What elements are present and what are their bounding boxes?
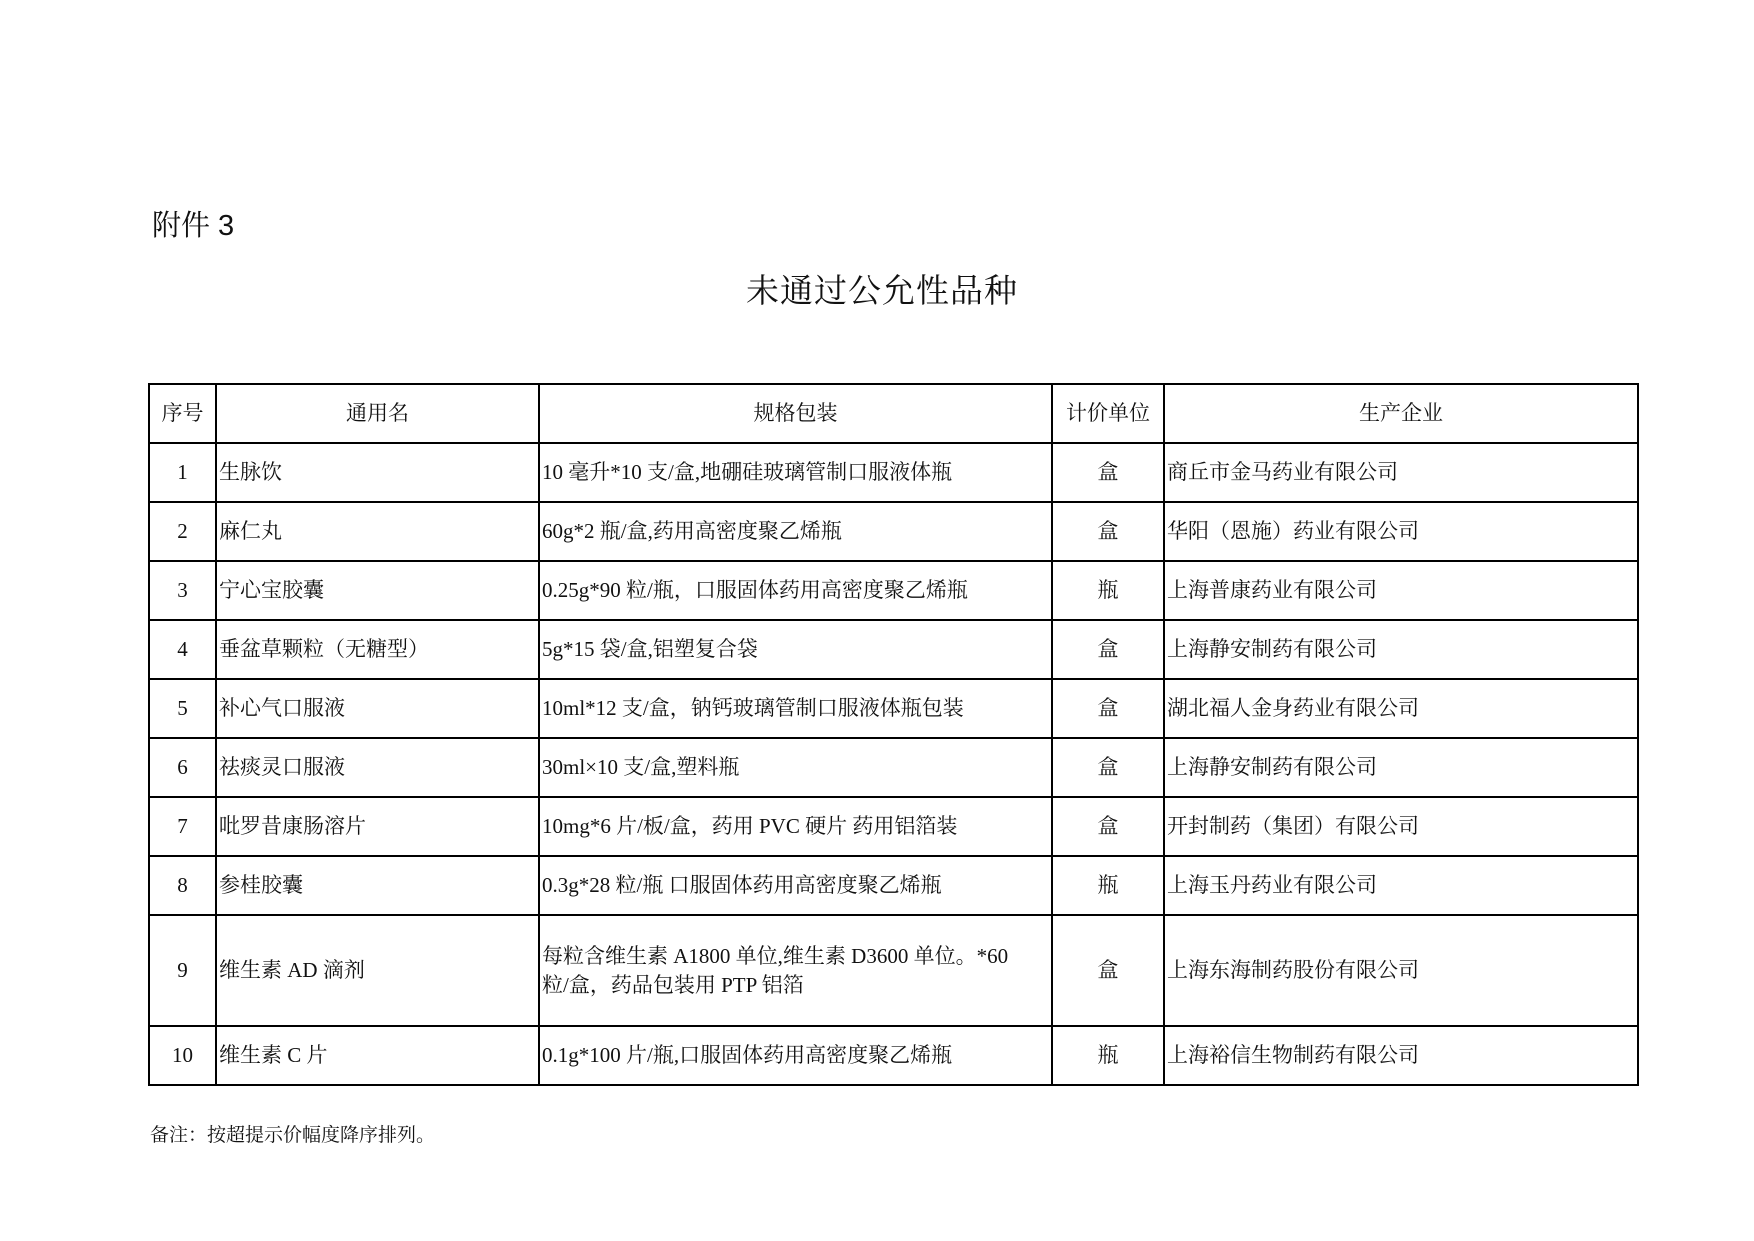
cell-unit: 盒 bbox=[1052, 797, 1164, 856]
cell-spec: 10mg*6 片/板/盒，药用 PVC 硬片 药用铝箔装 bbox=[539, 797, 1052, 856]
cell-maker: 上海玉丹药业有限公司 bbox=[1164, 856, 1638, 915]
table-row bbox=[149, 561, 1638, 620]
header-spec: 规格包装 bbox=[539, 384, 1052, 443]
table-row bbox=[149, 797, 1638, 856]
cell-maker: 开封制药（集团）有限公司 bbox=[1164, 797, 1638, 856]
cell-unit: 盒 bbox=[1052, 738, 1164, 797]
cell-spec: 60g*2 瓶/盒,药用高密度聚乙烯瓶 bbox=[539, 502, 1052, 561]
cell-spec: 30ml×10 支/盒,塑料瓶 bbox=[539, 738, 1052, 797]
cell-name: 生脉饮 bbox=[216, 443, 539, 502]
cell-spec-line: 粒/盒，药品包装用 PTP 铝箔 bbox=[542, 972, 804, 997]
cell-unit: 盒 bbox=[1052, 915, 1164, 1026]
cell-name: 维生素 AD 滴剂 bbox=[216, 915, 539, 1026]
cell-no: 1 bbox=[149, 443, 216, 502]
cell-maker: 上海东海制药股份有限公司 bbox=[1164, 915, 1638, 1026]
header-maker: 生产企业 bbox=[1164, 384, 1638, 443]
cell-maker: 商丘市金马药业有限公司 bbox=[1164, 443, 1638, 502]
table-row bbox=[149, 502, 1638, 561]
cell-name: 垂盆草颗粒（无糖型） bbox=[216, 620, 539, 679]
cell-unit: 盒 bbox=[1052, 443, 1164, 502]
cell-name: 吡罗昔康肠溶片 bbox=[216, 797, 539, 856]
cell-unit: 瓶 bbox=[1052, 561, 1164, 620]
header-no: 序号 bbox=[149, 384, 216, 443]
cell-maker: 上海裕信生物制药有限公司 bbox=[1164, 1026, 1638, 1085]
cell-no: 4 bbox=[149, 620, 216, 679]
table-row bbox=[149, 679, 1638, 738]
cell-spec: 5g*15 袋/盒,铝塑复合袋 bbox=[539, 620, 1052, 679]
footnote: 备注：按超提示价幅度降序排列。 bbox=[150, 1125, 436, 1146]
header-unit: 计价单位 bbox=[1052, 384, 1164, 443]
drug-table bbox=[148, 383, 1639, 1086]
cell-name: 参桂胶囊 bbox=[216, 856, 539, 915]
cell-name: 麻仁丸 bbox=[216, 502, 539, 561]
cell-spec: 10 毫升*10 支/盒,地硼硅玻璃管制口服液体瓶 bbox=[539, 443, 1052, 502]
table-row bbox=[149, 1026, 1638, 1085]
cell-name: 祛痰灵口服液 bbox=[216, 738, 539, 797]
cell-maker: 湖北福人金身药业有限公司 bbox=[1164, 679, 1638, 738]
table-row bbox=[149, 620, 1638, 679]
table-row bbox=[149, 915, 1638, 1026]
cell-maker: 上海普康药业有限公司 bbox=[1164, 561, 1638, 620]
cell-no: 7 bbox=[149, 797, 216, 856]
cell-no: 5 bbox=[149, 679, 216, 738]
cell-spec-line: 每粒含维生素 A1800 单位,维生素 D3600 单位。*60 bbox=[542, 944, 1009, 969]
cell-name: 宁心宝胶囊 bbox=[216, 561, 539, 620]
cell-unit: 瓶 bbox=[1052, 1026, 1164, 1085]
cell-unit: 盒 bbox=[1052, 502, 1164, 561]
cell-name: 维生素 C 片 bbox=[216, 1026, 539, 1085]
cell-no: 6 bbox=[149, 738, 216, 797]
cell-no: 9 bbox=[149, 915, 216, 1026]
cell-spec: 0.3g*28 粒/瓶 口服固体药用高密度聚乙烯瓶 bbox=[539, 856, 1052, 915]
table-row bbox=[149, 738, 1638, 797]
cell-spec: 10ml*12 支/盒，钠钙玻璃管制口服液体瓶包装 bbox=[539, 679, 1052, 738]
cell-no: 8 bbox=[149, 856, 216, 915]
table-row bbox=[149, 856, 1638, 915]
table-header-row bbox=[149, 384, 1638, 443]
header-name: 通用名 bbox=[216, 384, 539, 443]
cell-spec: 0.25g*90 粒/瓶，口服固体药用高密度聚乙烯瓶 bbox=[539, 561, 1052, 620]
cell-maker: 华阳（恩施）药业有限公司 bbox=[1164, 502, 1638, 561]
cell-spec bbox=[539, 915, 1052, 1026]
cell-no: 10 bbox=[149, 1026, 216, 1085]
cell-spec: 0.1g*100 片/瓶,口服固体药用高密度聚乙烯瓶 bbox=[539, 1026, 1052, 1085]
page-title: 未通过公允性品种 bbox=[746, 274, 1018, 310]
cell-maker: 上海静安制药有限公司 bbox=[1164, 620, 1638, 679]
cell-no: 2 bbox=[149, 502, 216, 561]
attachment-label: 附件 3 bbox=[152, 210, 235, 242]
table-row bbox=[149, 443, 1638, 502]
cell-maker: 上海静安制药有限公司 bbox=[1164, 738, 1638, 797]
cell-unit: 盒 bbox=[1052, 620, 1164, 679]
cell-name: 补心气口服液 bbox=[216, 679, 539, 738]
cell-unit: 瓶 bbox=[1052, 856, 1164, 915]
cell-no: 3 bbox=[149, 561, 216, 620]
cell-unit: 盒 bbox=[1052, 679, 1164, 738]
